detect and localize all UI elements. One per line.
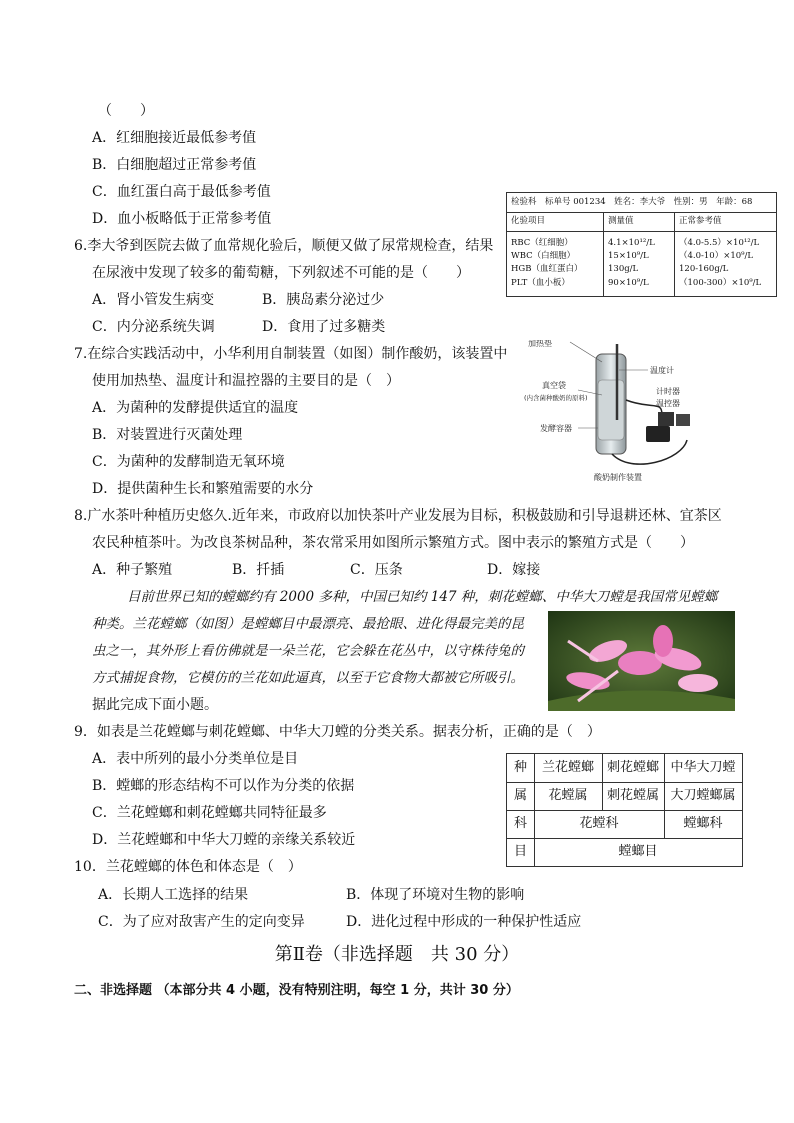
q6-option-a: A．肾小管发生病变 <box>92 292 215 308</box>
q9-option-b: B．螳螂的形态结构不可以作为分类的依据 <box>92 778 355 794</box>
q7-option-b: B．对装置进行灭菌处理 <box>92 427 243 443</box>
q8-option-c: C．压条 <box>350 562 403 578</box>
q6-option-d: D．食用了过多糖类 <box>262 319 386 335</box>
species-cell: 中华大刀螳 <box>670 760 736 775</box>
q9-option-a: A．表中所列的最小分类单位是目 <box>92 751 299 767</box>
label-vacuum-bag: 真空袋 <box>542 381 566 390</box>
family-cell: 螳螂科 <box>683 816 723 831</box>
lab-row-item: HGB（血红蛋白） <box>511 264 583 274</box>
q9-option-c: C．兰花螳螂和刺花螳螂共同特征最多 <box>92 805 327 821</box>
lab-col-item: 化验项目 <box>511 216 546 226</box>
lab-row-value: 90×10⁹/L <box>608 278 649 288</box>
q8-stem-1: 8.广水茶叶种植历史悠久.近年来，市政府以加快茶叶产业发展为目标，积极鼓励和引导退耕还林、宜茶区 <box>74 508 722 524</box>
passage-line-2: 种类。兰花螳螂（如图）是螳螂目中最漂亮、最抢眼、进化得最完美的昆 <box>92 616 524 632</box>
passage-line-3: 虫之一，其外形上看仿佛就是一朵兰花，它会躲在花丛中，以守株待兔的 <box>92 643 524 659</box>
q8-option-d: D．嫁接 <box>487 562 541 578</box>
q5-option-a: A．红细胞接近最低参考值 <box>92 130 257 146</box>
genus-cell: 刺花螳属 <box>606 788 659 803</box>
lab-row-value: 15×10⁹/L <box>608 251 649 261</box>
lab-row-value: 4.1×10¹²/L <box>608 238 655 248</box>
q8-option-a: A．种子繁殖 <box>92 562 173 578</box>
q5-option-d: D．血小板略低于正常参考值 <box>92 211 272 227</box>
orchid-mantis-photo <box>548 611 735 711</box>
q7-stem-1: 7.在综合实践活动中，小华利用自制装置（如图）制作酸奶，该装置中 <box>74 346 508 362</box>
rank-family: 科 <box>513 816 527 831</box>
q10-option-a: A．长期人工选择的结果 <box>98 887 249 903</box>
q7-stem-2: 使用加热垫、温度计和温控器的主要目的是（ ） <box>92 373 400 389</box>
lab-row-value: 130g/L <box>608 264 639 274</box>
q8-stem-2: 农民种植茶叶。为改良茶树品种，茶农常采用如图所示繁殖方式。图中表示的繁殖方式是（ ） <box>92 535 694 551</box>
section-title: 第Ⅱ卷（非选择题 共 30 分） <box>274 944 520 965</box>
q6-stem-2: 在尿液中发现了较多的葡萄糖，下列叙述不可能的是（ ） <box>92 265 470 281</box>
species-cell: 刺花螳螂 <box>606 760 659 775</box>
lab-row-item: RBC（红细胞） <box>511 238 573 248</box>
section-subtitle: 二、非选择题 （本部分共 4 小题，没有特别注明，每空 1 分，共计 30 分） <box>74 983 519 998</box>
label-timer: 计时器 <box>656 387 680 396</box>
q10-option-c: C．为了应对敌害产生的定向变异 <box>98 914 305 930</box>
q10-option-b: B．体现了环境对生物的影响 <box>346 887 525 903</box>
passage-line-1: 目前世界已知的螳螂约有 2000 多种，中国已知约 147 种，刺花螳螂、中华大刀螳是我国常见螳螂 <box>127 589 718 605</box>
genus-cell: 大刀螳螂属 <box>670 788 736 803</box>
q7-option-c: C．为菌种的发酵制造无氧环境 <box>92 454 285 470</box>
q7-option-a: A．为菌种的发酵提供适宜的温度 <box>92 400 299 416</box>
q5-option-b: B．白细胞超过正常参考值 <box>92 157 257 173</box>
passage-line-5: 据此完成下面小题。 <box>92 697 218 713</box>
lab-col-value: 测量值 <box>608 216 634 226</box>
yogurt-device-figure <box>522 340 712 485</box>
lab-row-range: 120-160g/L <box>679 264 729 274</box>
label-temp-controller: 温控器 <box>656 399 680 408</box>
q10-option-d: D．进化过程中形成的一种保护性适应 <box>346 914 582 930</box>
figure-caption: 酸奶制作装置 <box>594 473 642 482</box>
q10-stem: 10．兰花螳螂的体色和体态是（ ） <box>74 859 302 875</box>
genus-cell: 花螳属 <box>548 788 588 803</box>
lab-row-range: （4.0-10）×10⁹/L <box>679 251 754 261</box>
q5-option-c: C．血红蛋白高于最低参考值 <box>92 184 271 200</box>
q9-stem: 9．如表是兰花螳螂与刺花螳螂、中华大刀螳的分类关系。据表分析，正确的是（ ） <box>74 724 601 740</box>
classification-table <box>506 753 743 867</box>
lab-report-table <box>506 192 777 297</box>
q6-stem-1: 6.李大爷到医院去做了血常规化验后，顺便又做了尿常规检查，结果 <box>74 238 494 254</box>
order-cell: 螳螂目 <box>618 844 658 859</box>
q5-bracket: （ ） <box>98 103 154 119</box>
label-fermentation-vessel: 发酵容器 <box>540 424 572 433</box>
label-heating-pad: 加热垫 <box>528 340 552 348</box>
label-thermometer: 温度计 <box>650 366 674 375</box>
lab-col-range: 正常参考值 <box>679 216 722 226</box>
lab-row-range: （100-300）×10⁹/L <box>679 278 762 288</box>
q7-option-d: D．提供菌种生长和繁殖需要的水分 <box>92 481 314 497</box>
family-cell: 花螳科 <box>579 816 619 831</box>
rank-genus: 属 <box>513 788 527 803</box>
rank-species: 种 <box>513 760 527 775</box>
lab-report-header: 检验科 标单号 001234 姓名：李大爷 性别：男 年龄：68 <box>511 197 753 207</box>
q9-option-d: D．兰花螳螂和中华大刀螳的亲缘关系较近 <box>92 832 356 848</box>
lab-row-item: WBC（白细胞） <box>511 251 576 261</box>
passage-line-4: 方式捕捉食物，它模仿的兰花如此逼真，以至于它食物大都被它所吸引。 <box>92 670 524 686</box>
label-vacuum-bag-note: (内含菌种酸奶的原料) <box>524 394 588 402</box>
lab-row-range: （4.0-5.5）×10¹²/L <box>679 238 760 248</box>
q6-option-b: B．胰岛素分泌过少 <box>262 292 385 308</box>
rank-order: 目 <box>513 844 527 859</box>
q6-option-c: C．内分泌系统失调 <box>92 319 215 335</box>
species-cell: 兰花螳螂 <box>541 760 594 775</box>
q8-option-b: B．扦插 <box>232 562 285 578</box>
lab-row-item: PLT（血小板） <box>511 278 570 288</box>
